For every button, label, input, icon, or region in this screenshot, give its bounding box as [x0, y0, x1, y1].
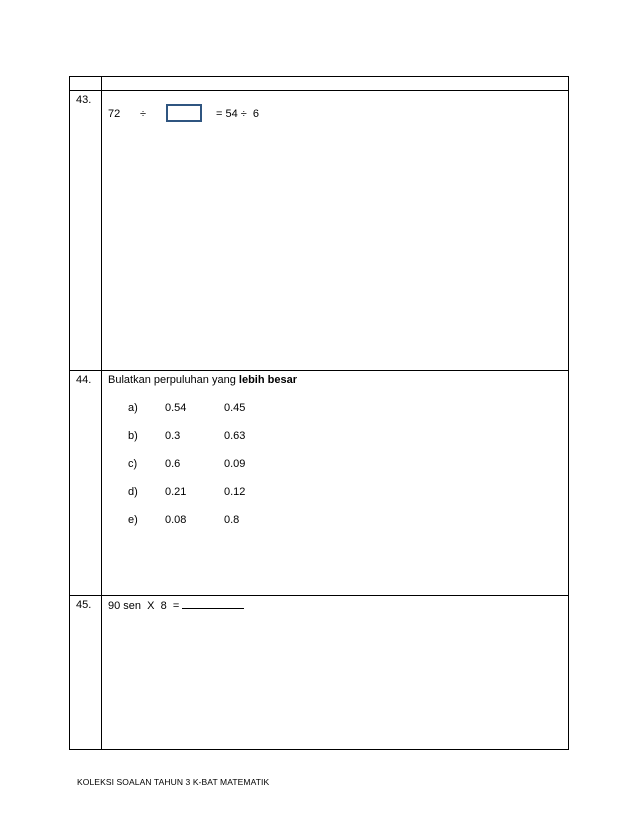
question-number: 44. — [76, 374, 92, 386]
option-label: a) — [128, 402, 138, 414]
question-45-row — [70, 596, 568, 749]
question-43-row — [70, 91, 568, 371]
equation-rhs: = 54 ÷ 6 — [216, 108, 260, 120]
option-value-2[interactable]: 0.8 — [224, 514, 240, 526]
option-value-1[interactable]: 0.6 — [165, 458, 181, 470]
page-footer: KOLEKSI SOALAN TAHUN 3 K-BAT MATEMATIK — [77, 777, 270, 787]
answer-box[interactable] — [166, 104, 202, 122]
option-value-2[interactable]: 0.12 — [224, 486, 246, 498]
option-value-1[interactable]: 0.21 — [165, 486, 187, 498]
option-label: e) — [128, 514, 138, 526]
option-value-2[interactable]: 0.63 — [224, 430, 246, 442]
multiplication-expression — [108, 599, 244, 612]
option-value-1[interactable]: 0.3 — [165, 430, 181, 442]
option-label: d) — [128, 486, 138, 498]
header-row — [70, 77, 568, 91]
divide-sign: ÷ — [140, 108, 147, 120]
option-value-2[interactable]: 0.09 — [224, 458, 246, 470]
option-value-2[interactable]: 0.45 — [224, 402, 246, 414]
option-label: b) — [128, 430, 138, 442]
question-number: 45. — [76, 599, 92, 611]
answer-blank[interactable] — [182, 599, 244, 609]
option-value-1[interactable]: 0.54 — [165, 402, 187, 414]
prompt-text: Bulatkan perpuluhan yang — [108, 374, 239, 386]
option-label: c) — [128, 458, 138, 470]
question-prompt — [108, 374, 297, 386]
question-number: 43. — [76, 94, 92, 106]
prompt-emphasis: lebih besar — [238, 374, 297, 386]
dividend-text: 72 — [108, 108, 121, 120]
option-value-1[interactable]: 0.08 — [165, 514, 187, 526]
question-44-row — [70, 371, 568, 596]
expression-text: 90 sen X 8 = — [108, 600, 180, 612]
question-table — [69, 76, 569, 750]
